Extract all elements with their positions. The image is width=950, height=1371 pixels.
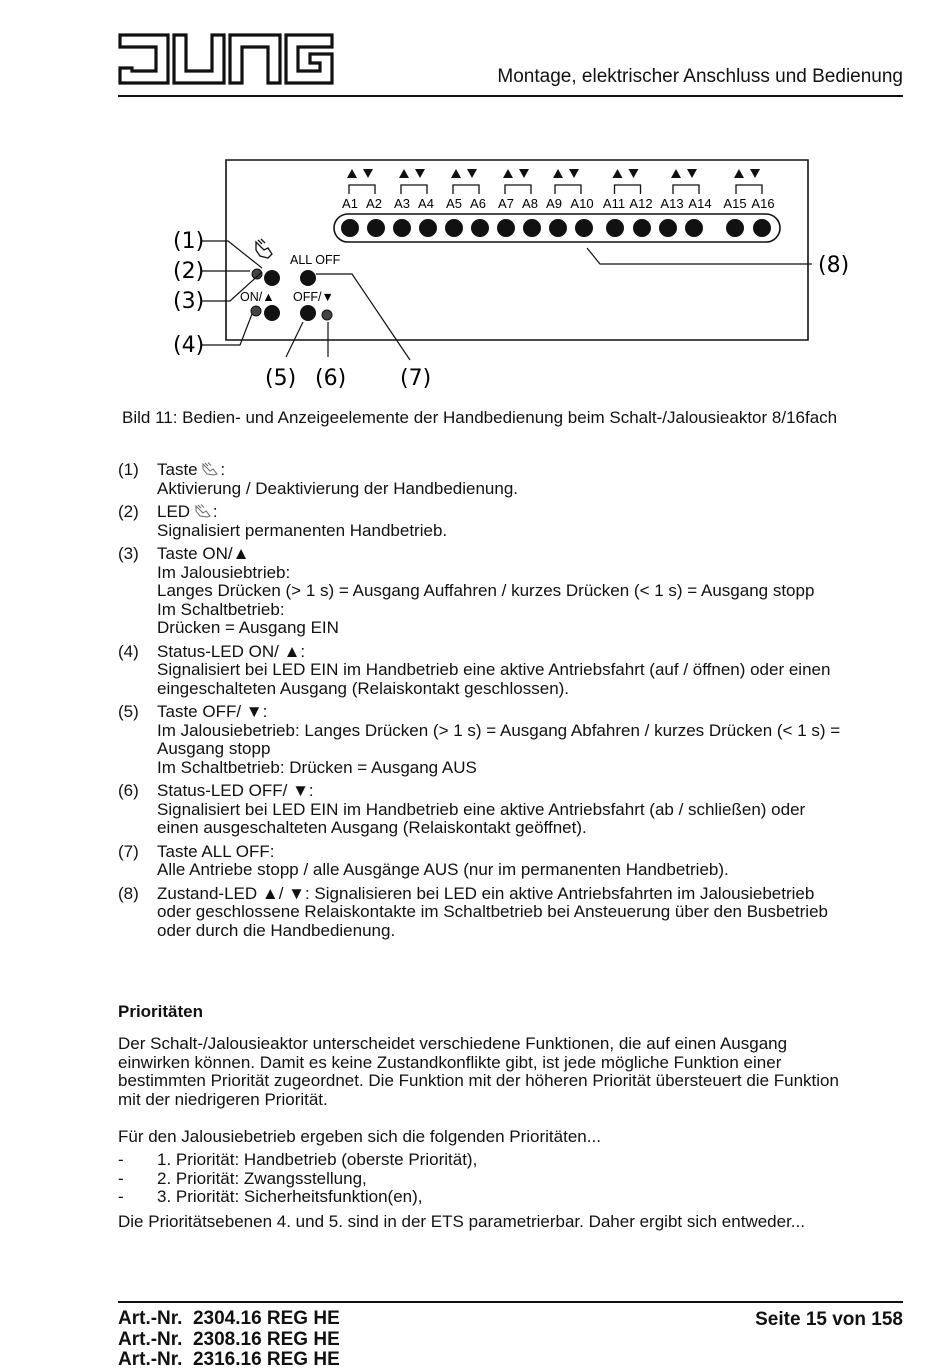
channel-label: A2 [366,196,382,211]
channel-label: A12 [629,196,653,211]
manual-button [264,270,280,286]
item-title: Taste ALL OFF: [157,841,275,861]
channel-led [523,219,541,237]
paragraph-line: Der Schalt-/Jalousieaktor unterscheidet verschiedene Funktionen, die auf einen Ausgang [118,1034,788,1053]
paragraph-line: bestimmten Priorität zugeordnet. Die Funktion mit der höheren Priorität übersteuert die Funktion [118,1071,839,1090]
channel-label: A15 [723,196,747,211]
list-item: (2) LED : Signalisiert permanenten Handbetrieb. [118,503,908,540]
item-title: Taste OFF/ ▼: [157,702,268,721]
item-text: Im Schaltbetrieb: Drücken = Ausgang AUS [157,757,477,777]
item-text: Aktivierung / Deaktivierung der Handbedienung. [157,478,519,498]
item-text: oder durch die Handbedienung. [157,920,396,940]
channel-pair-bracket [401,185,427,194]
channel-label: A7 [498,196,514,211]
channel-led [471,219,489,237]
callout-4: (4) [173,333,205,358]
callout-1: (1) [173,229,205,254]
item-title: Taste [157,460,198,479]
up-down-arrows-icon [613,169,639,178]
item-text: Signalisiert permanenten Handbetrieb. [157,520,448,540]
article-number-line: Art.-Nr. 2316.16 REG HE [118,1349,340,1370]
section-paragraph-3: Die Prioritätsebenen 4. und 5. sind in der ETS parametrierbar. Daher ergibt sich entweder... [118,1212,805,1231]
label-off: OFF/▼ [293,290,334,304]
item-text: einen ausgeschalteten Ausgang (Relaiskontakt geöffnet). [157,818,587,837]
item-number: (7) [118,841,139,861]
channel-label: A13 [660,196,684,211]
callout-7: (7) [400,366,432,391]
item-number: (4) [118,641,139,661]
jung-logo [118,32,334,86]
channel-label: A5 [446,196,462,211]
article-number-line: Art.-Nr. 2304.16 REG HE [118,1308,340,1329]
item-number: (6) [118,781,139,800]
channel-pair-bracket [453,185,479,194]
channel-label: A6 [470,196,486,211]
off-button [300,305,316,321]
callout-8: (8) [818,253,850,278]
item-text: oder geschlossene Relaiskontakte im Schaltbetrieb bei Ansteuerung über den Busbetrieb [157,902,828,921]
article-number-line: Art.-Nr. 2308.16 REG HE [118,1328,340,1350]
channel-label: A14 [688,196,712,211]
channel-led [549,219,567,237]
section-paragraph-2: Für den Jalousiebetrieb ergeben sich die folgenden Prioritäten... [118,1127,601,1146]
channel-pair-bracket [555,185,581,194]
item-title: Taste ON/▲ [157,544,250,563]
label-all-off: ALL OFF [290,253,341,267]
list-item [118,843,908,880]
footer-rule [118,1301,903,1303]
item-text: Im Jalousiebetrieb: Langes Drücken (> 1 s) = Ausgang Abfahren / kurzes Drücken (< 1 s) = [157,720,841,740]
channel-led [633,219,651,237]
up-down-arrows-icon [734,169,760,178]
section-heading: Prioritäten [118,1002,204,1021]
up-down-arrows-icon [553,169,579,178]
channel-label: A9 [546,196,562,211]
article-numbers [118,1309,340,1371]
callout-5: (5) [265,366,297,391]
paragraph-line: mit der niedrigeren Priorität. [118,1089,328,1109]
item-text: Drücken = Ausgang EIN [157,618,339,637]
channel-pair-bracket [736,185,762,194]
bullet-dash: - [118,1187,124,1206]
channel-led [341,219,359,237]
label-on: ON/▲ [240,290,275,304]
channel-led [367,219,385,237]
channel-led [685,219,703,237]
list-item [118,545,908,638]
channel-label: A1 [342,196,358,211]
channel-label: A10 [570,196,594,211]
header-rule [118,95,903,97]
item-number: (3) [118,544,139,563]
channel-led [445,219,463,237]
hand-icon [202,462,220,476]
item-number: (8) [118,883,139,903]
channel-label: A4 [418,196,434,211]
channel-led [419,219,437,237]
item-title: Status-LED OFF/ ▼: [157,781,314,800]
channel-led [659,219,677,237]
channel-label: A11 [602,196,626,211]
list-item: (1) Taste : Aktivierung / Deaktivierung der Handbedienung. [118,461,908,498]
item-text: Signalisiert bei LED EIN im Handbetrieb eine aktive Antriebsfahrt (ab / schließen) oder [157,799,806,819]
bullet-dash: - [118,1150,124,1169]
up-down-arrows-icon [503,169,529,178]
item-text: eingeschalteten Ausgang (Relaiskontakt geschlossen). [157,678,570,698]
item-title: Status-LED ON/ ▲: [157,641,306,661]
channel-pair-bracket [349,185,375,194]
hand-icon [256,239,272,258]
on-led [251,306,261,316]
figure-caption: Bild 11: Bedien- und Anzeigeelemente der Handbedienung beim Schalt-/Jalousieaktor 8/16fach [122,408,838,427]
channel-label: A3 [394,196,410,211]
off-led [322,310,332,320]
bullet-dash: - [118,1168,124,1188]
channel-led [726,219,744,237]
item-text: Alle Antriebe stopp / alle Ausgänge AUS (nur im permanenten Handbetrieb). [157,860,729,879]
list-item [118,885,908,941]
header-title: Montage, elektrischer Anschluss und Bedienung [497,66,903,87]
channel-label: A16 [751,196,775,211]
channel-led [753,219,771,237]
item-number: (2) [118,502,139,521]
channel-pair-bracket [615,185,641,194]
channel-led [575,219,593,237]
on-button [264,305,280,321]
item-text: Im Schaltbetrieb: [157,599,285,619]
priority-list-item: - 2. Priorität: Zwangsstellung, [118,1168,367,1188]
list-item [118,643,908,699]
item-number: (1) [118,460,139,479]
callout-2: (2) [173,259,205,284]
priority-list [118,1151,908,1207]
item-title: LED [157,502,191,521]
up-down-arrows-icon [399,169,425,178]
callout-8-line [587,248,812,264]
channel-led [606,219,624,237]
channel-label: A8 [522,196,538,211]
priority-list-item: - 3. Priorität: Sicherheitsfunktion(en), [118,1187,423,1206]
channel-pair-bracket [673,185,699,194]
item-title: Zustand-LED ▲/ ▼: Signalisieren bei LED ein aktive Antriebsfahrten im Jalousiebetrieb [157,883,815,903]
hand-icon [195,504,213,518]
page-number: Seite 15 von 158 [755,1309,903,1330]
channel-led [393,219,411,237]
up-down-arrows-icon [451,169,477,178]
callout-3: (3) [173,289,205,314]
up-down-arrows-icon [347,169,373,178]
element-list [118,461,908,945]
priority-list-item: - 1. Priorität: Handbetrieb (oberste Priorität), [118,1150,478,1169]
item-text: Im Jalousiebtrieb: [157,562,291,582]
paragraph-line: einwirken können. Damit es keine Zustandkonflikte gibt, ist jede mögliche Funktion einer [118,1052,782,1072]
section-paragraph-1 [118,1035,908,1109]
up-down-arrows-icon [671,169,697,178]
list-item [118,782,908,838]
channel-pair-bracket [505,185,531,194]
item-text: Langes Drücken (> 1 s) = Ausgang Auffahren / kurzes Drücken (< 1 s) = Ausgang stopp [157,581,815,600]
item-text: Ausgang stopp [157,739,271,758]
channel-led [497,219,515,237]
item-text: Signalisiert bei LED EIN im Handbetrieb eine aktive Antriebsfahrt (auf / öffnen) oder einen [157,660,831,679]
item-number: (5) [118,702,139,721]
all-off-button [300,270,316,286]
manual-control-figure [0,150,950,400]
callout-6: (6) [315,366,347,391]
list-item [118,703,908,777]
